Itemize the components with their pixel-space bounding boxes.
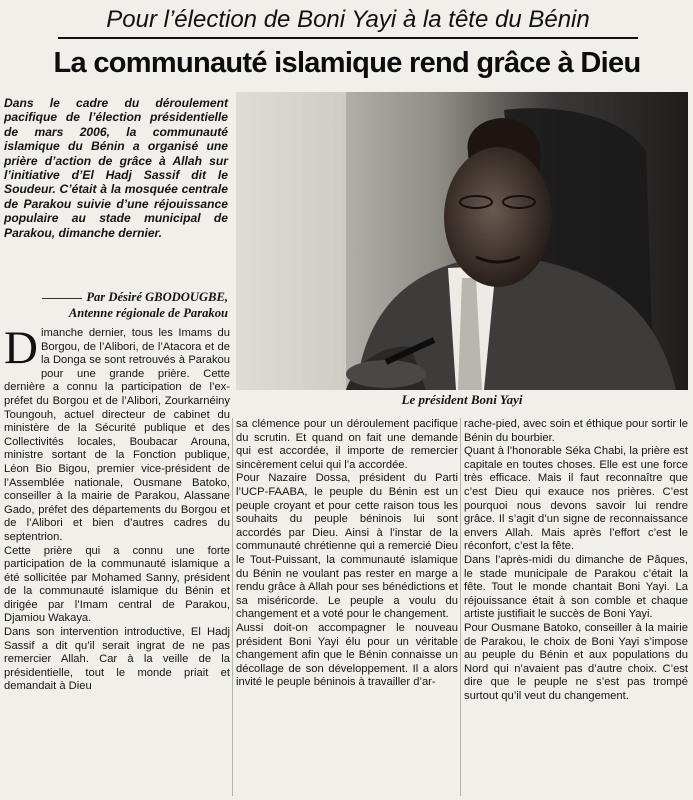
byline-role: Antenne régionale de Parakou bbox=[68, 305, 228, 320]
drop-cap: D bbox=[4, 322, 38, 374]
article-kicker: Pour l’élection de Boni Yayi à la tête du Bénin bbox=[58, 5, 638, 39]
body-column-2 bbox=[236, 418, 458, 690]
photo-caption: Le président Boni Yayi bbox=[401, 392, 523, 407]
paragraph: Pour Ousmane Batoko, conseiller à la mairie de Parakou, le choix de Boni Yayi s’impose au peuple du Bénin et aux populations du Nord qui n’avaient pas d’autre choix. C’est dire que le peuple ne s’est pas trompé surtout qu’il veut du changement. bbox=[464, 621, 688, 702]
body-column-1 bbox=[4, 322, 230, 694]
article-intro: Dans le cadre du déroulement pacifique de l’élection présidentielle de mars 2006, la communauté islamique du Bénin a organisé une prière d’action de grâce à Allah sur l’initiative d’El Hadj Sassif dit le Soudeur. C’était à la mosquée centrale de Parakou suivie d’une réjouissance populaire au stade municipal de Parakou, dimanche dernier. bbox=[4, 96, 228, 240]
paragraph: Dimanche dernier, tous les Imams du Borgou, de l’Alibori, de l’Atacora et de la Donga se sont retrouvés à Parakou pour une grande prière. Cette dernière a connu la participation de l’ex-préfet du Borgou et de l’Alibori, Zourkarnéiny Toungouh, actuel directeur de cabinet du ministère de la Sécurité publique et des Collectivités locales, Boubacar Arouna, ministre sortant de la Fonction publique, Léon Bio Bigou, premier vice-président de l’Assemblée nationale, Ousmane Batoko, conseiller à la mairie de Parakou, Alassane Gado, préfet des départements du Borgou et de l’Alibori et bien d’autres cadres du septentrion. bbox=[4, 322, 230, 543]
paragraph: Dans l’après-midi du dimanche de Pâques, le stade municipale de Parakou c’était la fête. Tout le monde chantait Boni Yayi. La réjouissance était à son comble et chaque artiste justifiait le succès de Boni Yayi. bbox=[464, 553, 688, 621]
byline-rule bbox=[42, 298, 82, 299]
column-divider bbox=[460, 418, 461, 796]
paragraph: Quant à l’honorable Séka Chabi, la prière est capitale en toutes choses. Elle est une force très efficace. Mais il faut reconnaître que c’est Dieu qui exauce nos prières. C’est pourquoi nous devons savoir lui rendre grâce. Il s’agit d’un signe de reconnaissance envers Allah. Mais après l’effort c’est le réconfort, c’est la fête. bbox=[464, 445, 688, 553]
byline-author: Par Désiré GBODOUGBE, bbox=[86, 290, 228, 304]
president-photo bbox=[236, 92, 688, 390]
paragraph: Pour Nazaire Dossa, président du Parti l’UCP-FAABA, le peuple du Bénin est un peuple croyant et pour cette raison tous les souhaits du peuple béninois lui sont accordés par Dieu. Ainsi à l’instar de la communauté chrétienne qui a remercié Dieu le Tout-Puissant, la communauté islamique du Bénin ne voulant pas rester en marge a rendu grâce à Allah pour ses bénédictions et sa miséricorde. Le peuple a voulu du changement et a voté pour le changement. bbox=[236, 472, 458, 621]
paragraph: rache-pied, avec soin et éthique pour sortir le Bénin du bourbier. bbox=[464, 418, 688, 444]
byline bbox=[4, 290, 228, 321]
paragraph: Aussi doit-on accompagner le nouveau président Boni Yayi élu pour un véritable changement afin que le Bénin connaisse un décollage de son développement. Il a alors invité le peuple béninois à travailler d’ar- bbox=[236, 621, 458, 689]
paragraph: sa clémence pour un déroulement pacifique du scrutin. Et quand on fait une demande qui est accordée, il importe de remercier sincèrement celui qui l’a accordée. bbox=[236, 418, 458, 471]
portrait-illustration bbox=[236, 92, 688, 390]
body-column-3 bbox=[464, 418, 688, 703]
paragraph: Dans son intervention introductive, El Hadj Sassif a dit qu’il serait ingrat de ne pas remercier Allah. Car à la veille de la présidentielle, tout le monde priait et demandait à Dieu bbox=[4, 626, 230, 693]
paragraph: Cette prière qui a connu une forte participation de la communauté islamique a été sollicitée par Mohamed Sanny, président de la communauté islamique du Bénin et dirigée par l’Imam central de Parakou, Djamiou Wakaya. bbox=[4, 544, 230, 625]
article-headline: La communauté islamique rend grâce à Dieu bbox=[53, 47, 641, 79]
column-divider bbox=[232, 418, 233, 796]
